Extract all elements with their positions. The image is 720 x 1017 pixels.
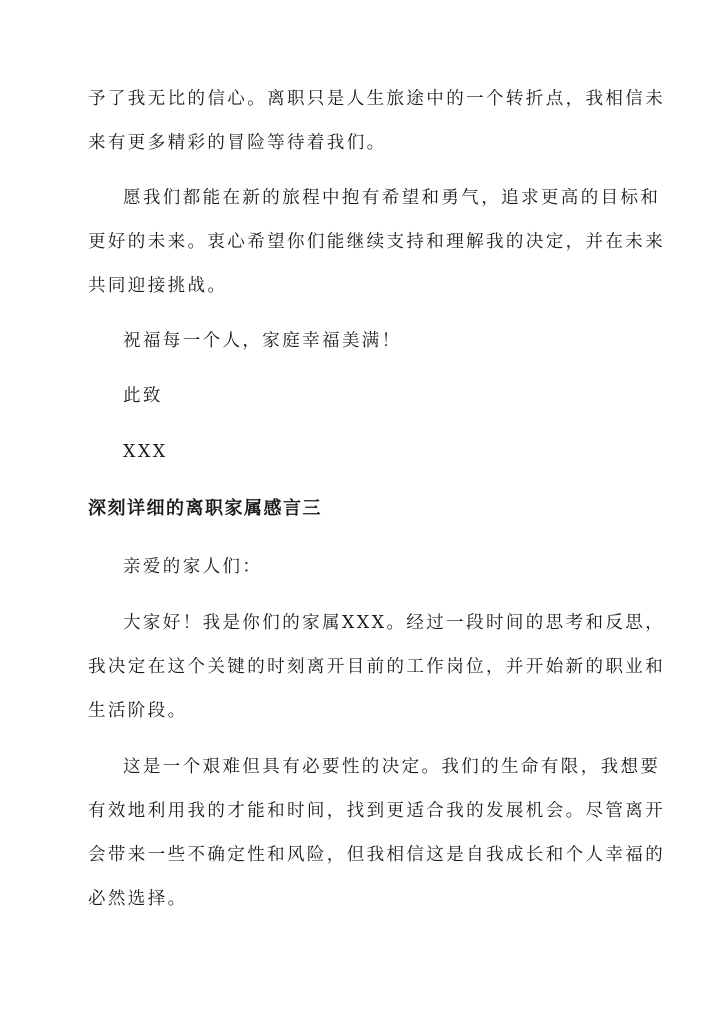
paragraph-3-line-1: 大家好！我是你们的家属XXX。经过一段时间的思考和反思， xyxy=(123,613,666,633)
section-heading: 深刻详细的离职家属感言三 xyxy=(88,498,322,519)
paragraph-4-line-2: 有效地利用我的才能和时间，找到更适合我的发展机会。尽管离开 xyxy=(88,801,666,821)
paragraph-3-line-3: 生活阶段。 xyxy=(88,701,188,721)
paragraph-2-line-1: 愿我们都能在新的旅程中抱有希望和勇气，追求更高的目标和 xyxy=(123,188,661,208)
paragraph-4-line-4: 必然选择。 xyxy=(88,889,188,909)
signature-line: XXX xyxy=(123,442,168,462)
greeting-line: 亲爱的家人们： xyxy=(123,557,263,577)
closing-line: 此致 xyxy=(123,386,163,406)
paragraph-1-line-2: 来有更多精彩的冒险等待着我们。 xyxy=(88,133,387,153)
paragraph-2-line-3: 共同迎接挑战。 xyxy=(88,276,228,296)
paragraph-4-line-3: 会带来一些不确定性和风险，但我相信这是自我成长和个人幸福的 xyxy=(88,845,666,865)
paragraph-2-line-2: 更好的未来。衷心希望你们能继续支持和理解我的决定，并在未来 xyxy=(88,232,666,252)
paragraph-4-line-1: 这是一个艰难但具有必要性的决定。我们的生命有限，我想要 xyxy=(123,757,661,777)
paragraph-1-line-1: 予了我无比的信心。离职只是人生旅途中的一个转折点，我相信未 xyxy=(88,89,666,109)
blessing-line: 祝福每一个人，家庭幸福美满！ xyxy=(123,331,402,351)
paragraph-3-line-2: 我决定在这个关键的时刻离开目前的工作岗位，并开始新的职业和 xyxy=(88,657,666,677)
